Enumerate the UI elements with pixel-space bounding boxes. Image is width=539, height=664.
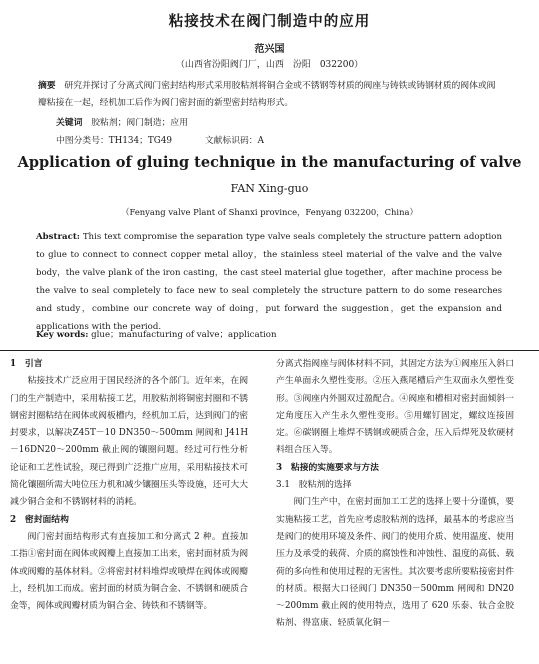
chinese-keywords-label: 关键词: [56, 118, 83, 128]
chinese-abstract-text: 研究并探讨了分离式阀门密封结构形式采用胶粘剂将铜合金或不锈钢等材质的阀座与铸铁或铸钢材质的阀体或阀瓣粘接在一起，经机加工后作为阀门密封面的新型密封结构形式。: [38, 81, 496, 108]
chinese-keywords: [56, 115, 188, 128]
section-2-heading: 2 密封面结构: [10, 514, 69, 525]
chinese-author: 范兴国: [254, 44, 285, 55]
english-affiliation: （Fenyang valve Plant of Shanxi province，Fenyang 032200，China）: [121, 207, 418, 217]
section-divider: [0, 350, 539, 351]
doc-code-value: A: [257, 136, 264, 146]
chinese-abstract-label: 摘要: [38, 81, 56, 91]
english-author: FAN Xing-guo: [230, 182, 309, 195]
english-keywords: [36, 328, 277, 340]
chinese-keywords-text: 胶粘剂；阀门制造；应用: [91, 118, 188, 128]
class-number-value: TH134；TG49: [108, 136, 173, 146]
chinese-title: 粘接技术在阀门制造中的应用: [168, 13, 371, 30]
section-1-paragraph: 粘接技术广泛应用于国民经济的各个部门。近年来，在阀门的生产制造中，采用粘接工艺，用胶粘剂将铜密封圈和不锈钢密封圈粘结在阀体或阀板槽内，经机加工后，达到阀门的密封要求，以解决Z45T－10 DN350～500mm 闸阀和 J41H－16DN20～200mm 截止阀的镶圈问题。经过可行性分析论证和工艺性试验，现已得到广泛推广应用，采用粘接技术可简化镶圈所需大吨位压力机和减少镶圈压头等设施，还可大大减少铜合金和不锈钢材料的消耗。: [10, 376, 248, 508]
english-abstract-label: Abstract:: [36, 232, 80, 242]
english-abstract: [36, 228, 502, 336]
doc-code-label: 文献标识码：: [204, 136, 258, 146]
left-column: [10, 356, 248, 615]
english-keywords-label: Key words:: [36, 330, 89, 340]
section-3-1-heading: 3.1 胶粘剂的选择: [276, 480, 352, 491]
english-keywords-text: glue；manufacturing of valve；application: [91, 330, 277, 340]
section-3-1-paragraph: 阀门生产中，在密封面加工工艺的选择上要十分谨慎，要实施粘接工艺，首先应考虑胶粘剂的选择，最基本的考虑应当是阀门的使用环境及条件、阀门的使用介质、使用温度、使用压力及承受的载荷、介质的腐蚀性和冲蚀性、温度的高低、载荷的多向性和使用过程的无害性。其次要考虑所要粘接密封件的材质。根据大口径阀门 DN350－500mm 闸阀和 DN20～200mm 截止阀的使用特点，选用了 620 乐泰、钛合金胶粘剂、得富康、轻质氧化铜－: [276, 497, 514, 629]
section-2-paragraph: 阀门密封面结构形式有直接加工和分离式 2 种。直接加工指①密封面在阀体或阀瓣上直接加工出来，密封面材质为阀体或阀瓣的基体材料。②将密封材料堆焊或喷焊在阀体或阀瓣上，经机加工而成。密封面的材质为铜合金、不锈钢和硬质合金等，阀体或阀瓣材质为铜合金、铸铁和不锈钢等。: [10, 531, 248, 612]
english-abstract-text: This text compromise the separation type valve seals completely the structure pattern adoption to glue to connect to connect copper metal alloy，the stainless steel material of the valve and the valve body，the valve plank of the iron casting，the cast steel material glue together，after machine process be the valve to seal completely to face new to seal completely the structure pattern to do some researches and study，combine our concrete way of doing，put forward the suggestion，get the expansion and applications with the period.: [36, 232, 502, 332]
separation-methods-paragraph: 分离式指阀座与阀体材料不同，其固定方法为①阀座压入斜口产生单面永久塑性变形。②压入燕尾槽后产生双面永久塑性变形。③阀座内外圆双过盈配合。④阀座和槽相对密封面倾斜一定角度压入产生永久塑性变形。⑤用螺钉固定，螺纹连接固定。⑥碳钢圈上堆焊不锈钢或硬质合金，压入后焊死及软硬材料组合压入等。: [276, 359, 514, 456]
section-3-heading: 3 粘接的实施要求与方法: [276, 462, 379, 473]
chinese-affiliation: （山西省汾阳阀门厂，山西 汾阳 032200）: [175, 60, 364, 70]
right-column: [276, 356, 514, 633]
section-1-heading: 1 引言: [10, 359, 43, 369]
chinese-abstract: [38, 78, 503, 112]
class-number-label: 中图分类号：: [56, 136, 109, 146]
english-title: Application of gluing technique in the manufacturing of valve: [17, 154, 522, 171]
classification-line: [56, 133, 264, 146]
